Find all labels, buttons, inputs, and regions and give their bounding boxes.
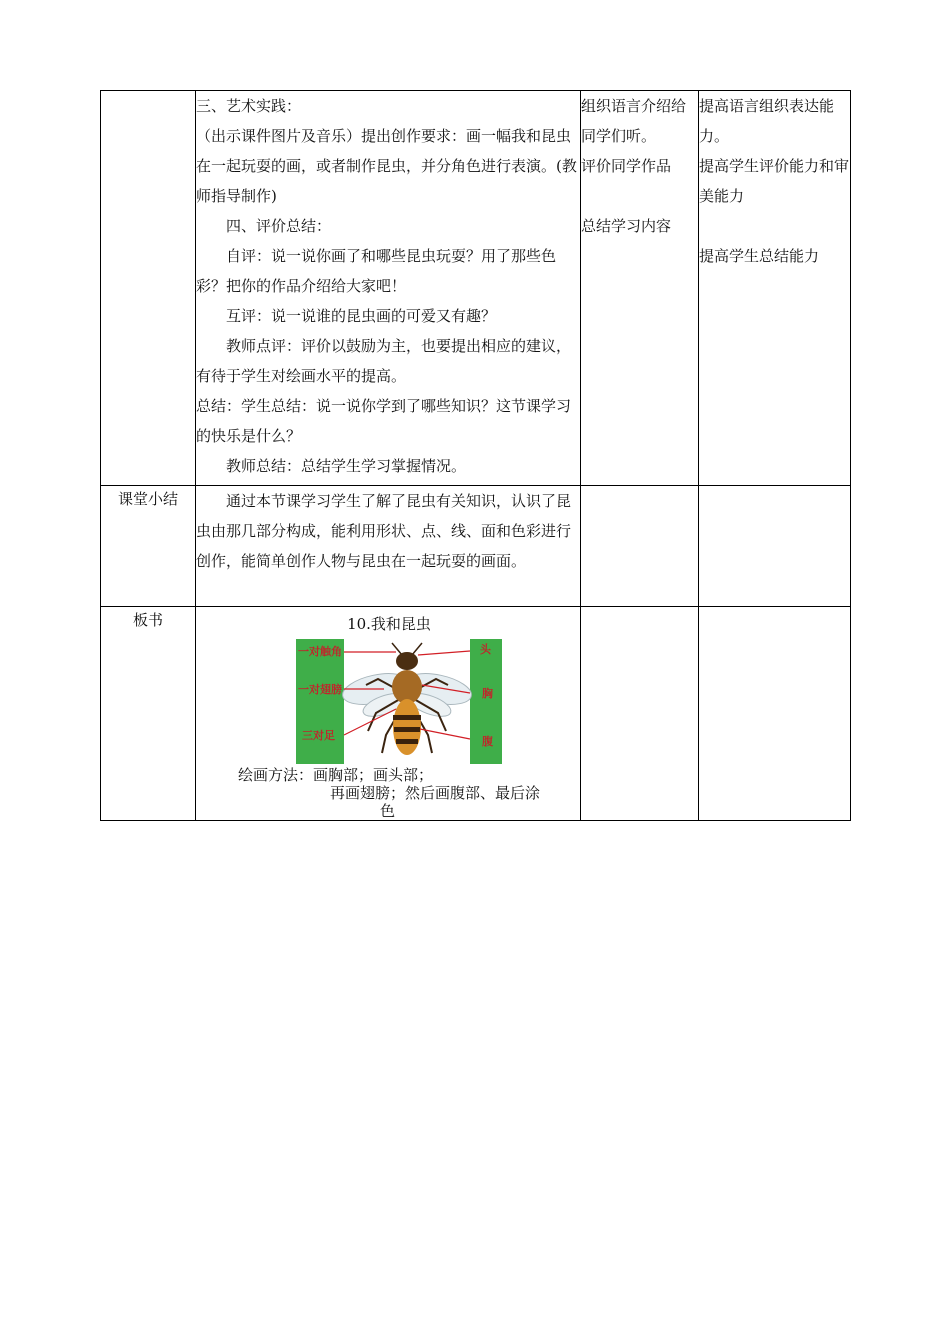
summary-row bbox=[101, 486, 851, 607]
summary-cell bbox=[196, 486, 581, 607]
drawing-method-2: 再画翅膀；然后画腹部、最后涂 bbox=[330, 784, 541, 802]
summary-text: 通过本节课学习学生了解了昆虫有关知识，认识了昆虫由那几部分构成，能利用形状、点、线、面和色彩进行创作，能简单创作人物与昆虫在一起玩耍的画面。 bbox=[196, 492, 572, 570]
teacher-summary: 教师总结：总结学生学习掌握情况。 bbox=[226, 457, 467, 475]
section3-title: 三、艺术实践： bbox=[196, 97, 302, 115]
design-intent-1: 提高语言组织表达能力。 bbox=[699, 97, 835, 145]
label-wings: 一对翅膀 bbox=[298, 683, 342, 696]
board-row bbox=[101, 607, 851, 821]
board-empty-4 bbox=[699, 607, 851, 821]
self-evaluation: 自评：说一说你画了和哪些昆虫玩耍？用了那些色彩？把你的作品介绍给大家吧！ bbox=[196, 247, 557, 295]
summary-empty-4 bbox=[699, 486, 851, 607]
activity-row bbox=[101, 91, 851, 486]
bee-diagram bbox=[296, 639, 502, 764]
student-activity-1: 组织语言介绍给同学们听。 bbox=[581, 97, 687, 145]
peer-evaluation: 互评：说一说谁的昆虫画的可爱又有趣？ bbox=[226, 307, 497, 325]
drawing-method-3: 色 bbox=[380, 802, 396, 820]
summary-empty-3 bbox=[581, 486, 699, 607]
empty-label-cell bbox=[101, 91, 196, 486]
student-activity-3: 总结学习内容 bbox=[581, 217, 672, 235]
board-label: 板书 bbox=[101, 607, 196, 821]
label-abdomen: 腹 bbox=[482, 735, 493, 748]
design-intent-2: 提高学生评价能力和审美能力 bbox=[699, 157, 850, 205]
label-legs: 三对足 bbox=[302, 729, 335, 742]
section3-text: （出示课件图片及音乐）提出创作要求：画一幅我和昆虫在一起玩耍的画，或者制作昆虫，并分角色进行表演。(教师指导制作) bbox=[196, 127, 577, 205]
design-intent-3: 提高学生总结能力 bbox=[699, 247, 820, 265]
drawing-method-1: 绘画方法：画胸部；画头部； bbox=[238, 766, 434, 784]
section4-title: 四、评价总结： bbox=[226, 217, 332, 235]
label-antennae: 一对触角 bbox=[298, 645, 342, 658]
teacher-evaluation: 教师点评：评价以鼓励为主，也要提出相应的建议，有待于学生对绘画水平的提高。 bbox=[196, 337, 572, 385]
process-cell bbox=[196, 91, 581, 486]
student-activity-2: 评价同学作品 bbox=[581, 157, 672, 175]
student-activity-cell bbox=[581, 91, 699, 486]
design-intent-cell bbox=[699, 91, 851, 486]
board-empty-3 bbox=[581, 607, 699, 821]
label-chest: 胸 bbox=[482, 687, 493, 700]
board-cell bbox=[196, 607, 581, 821]
lesson-plan-table bbox=[100, 90, 851, 821]
board-title: 10.我和昆虫 bbox=[347, 615, 431, 633]
student-summary: 总结：学生总结：说一说你学到了哪些知识？这节课学习的快乐是什么？ bbox=[196, 397, 572, 445]
label-head: 头 bbox=[480, 643, 491, 656]
summary-label: 课堂小结 bbox=[101, 486, 196, 607]
